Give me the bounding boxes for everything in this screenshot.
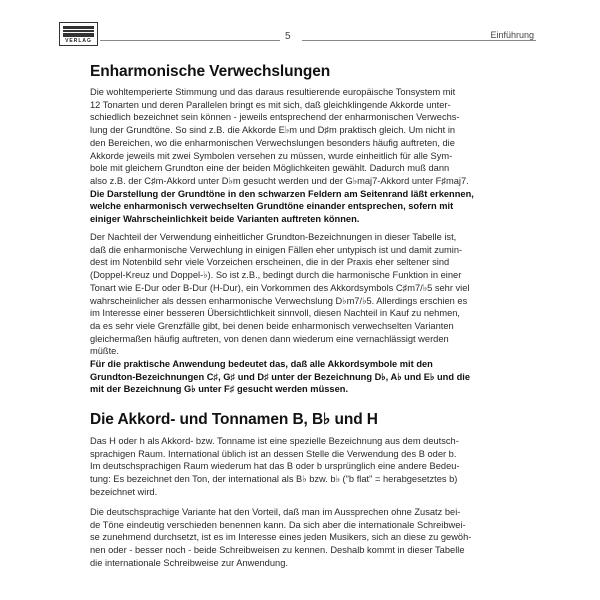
paragraph-bold: Für die praktische Anwendung bedeutet das, daß alle Akkordsymbole mit den Grundton-Bezeichnungen C♯, G♯ und D♯ unter der Bezeichnung D♭, A♭ und E♭ und die mit der Bezeichnung G♭ unter F♯ gesucht werden müssen.: [90, 359, 471, 395]
publisher-logo: [59, 22, 98, 46]
section-title-enharmonic: Enharmonische Verwechslungen: [90, 63, 331, 80]
header-rule-left: [100, 40, 280, 41]
paragraph: Die deutschsprachige Variante hat den Vorteil, daß man im Aussprechen ohne Zusatz bei- de Töne eindeutig verschieden benennen kann. Da sich aber die internationale Schreibwei- se zunehmend durchsetzt, ist es im Interesse eines jeden Musikers, sich an diese zu gewöh- nen oder - besser noch - beide Schreibweisen zu kennen. Deshalb kommt in dieser Tabelle die internationale Schreibweise zur Anwendung.: [90, 507, 472, 568]
paragraph: Das H oder h als Akkord- bzw. Tonname ist eine spezielle Bezeichnung aus dem deutsch- sprachigen Raum. International üblich ist an dessen Stelle die Verwendung des B oder b. Im deutschsprachigen Raum wiederum hat das B oder b ursprünglich eine andere Bedeu- tung: Es bezeichnet den Ton, der international als B♭ bzw. b♭ ("b flat" = herabgesetztes b) bezeichnet wird.: [90, 436, 460, 497]
page-number: 5: [285, 31, 291, 42]
logo-text: VERLAG: [65, 38, 92, 44]
logo-bars-icon: [63, 26, 94, 37]
header-rule-right: [302, 40, 536, 41]
paragraph: Die wohltemperierte Stimmung und das daraus resultierende europäische Tonsystem mit 12 Tonarten und deren Parallelen bringt es mit sich, daß gleichklingende Akkorde unter- schiedlich bezeichnet sein können - jeweils entsprechend der enharmonischen Verwechs- lung der Grundtöne. So sind z.B. die Akkorde E♭m und D♯m praktisch gleich. Um nicht in den Bereichen, wo die enharmonischen Verwechslungen besonders häufig auftreten, die Akkorde jeweils mit zwei Symbolen versehen zu müssen, wurde einheitlich für alle Sym- bole mit gleichem Grundton eine der beiden Möglichkeiten gewählt. Dadurch muß dann also z.B. der C♯m-Akkord unter D♭m gesucht werden und der G♭maj7-Akkord unter F♯maj7. Die Darstellung der Grundtöne in den schwarzen Feldern am Seitenrand läßt erkennen, welche enharmonisch verwechselten Grundtöne einander entsprechen, sofern mit einiger Wahrscheinlichkeit beide Varianten auftreten können.: [90, 87, 474, 225]
running-head: Einführung: [490, 30, 534, 40]
paragraph: Der Nachteil der Verwendung einheitlicher Grundton-Bezeichnungen in dieser Tabelle ist, daß die enharmonische Verwechlung in einigen Fällen eher untypisch ist und damit zumin- dest im Notenbild sehr viele Vorzeichen erscheinen, die in der Praxis eher seltener sind (Doppel-Kreuz und Doppel-♭). So ist z.B., bedingt durch die harmonische Funktion in einer Tonart wie E-Dur oder B-Dur (H-Dur), ein Vorkommen des Akkordsymbols C♯m7/♭5 sehr viel wahrscheinlicher als dessen enharmonische Verwechslung D♭m7/♭5. Allerdings erschien es im Interesse einer besseren Übersichtlichkeit sinnvoll, diesen Nachteil in Kauf zu nehmen, da es sehr viele Grenzfälle gibt, bei denen beide enharmonisch verwechselten Varianten gleichermaßen häufig auftreten, von denen dann wiederum eine vernachlässigt werden müßte.: [90, 232, 470, 357]
section-title-chord-names: Die Akkord- und Tonnamen B, B♭ und H: [90, 411, 378, 428]
